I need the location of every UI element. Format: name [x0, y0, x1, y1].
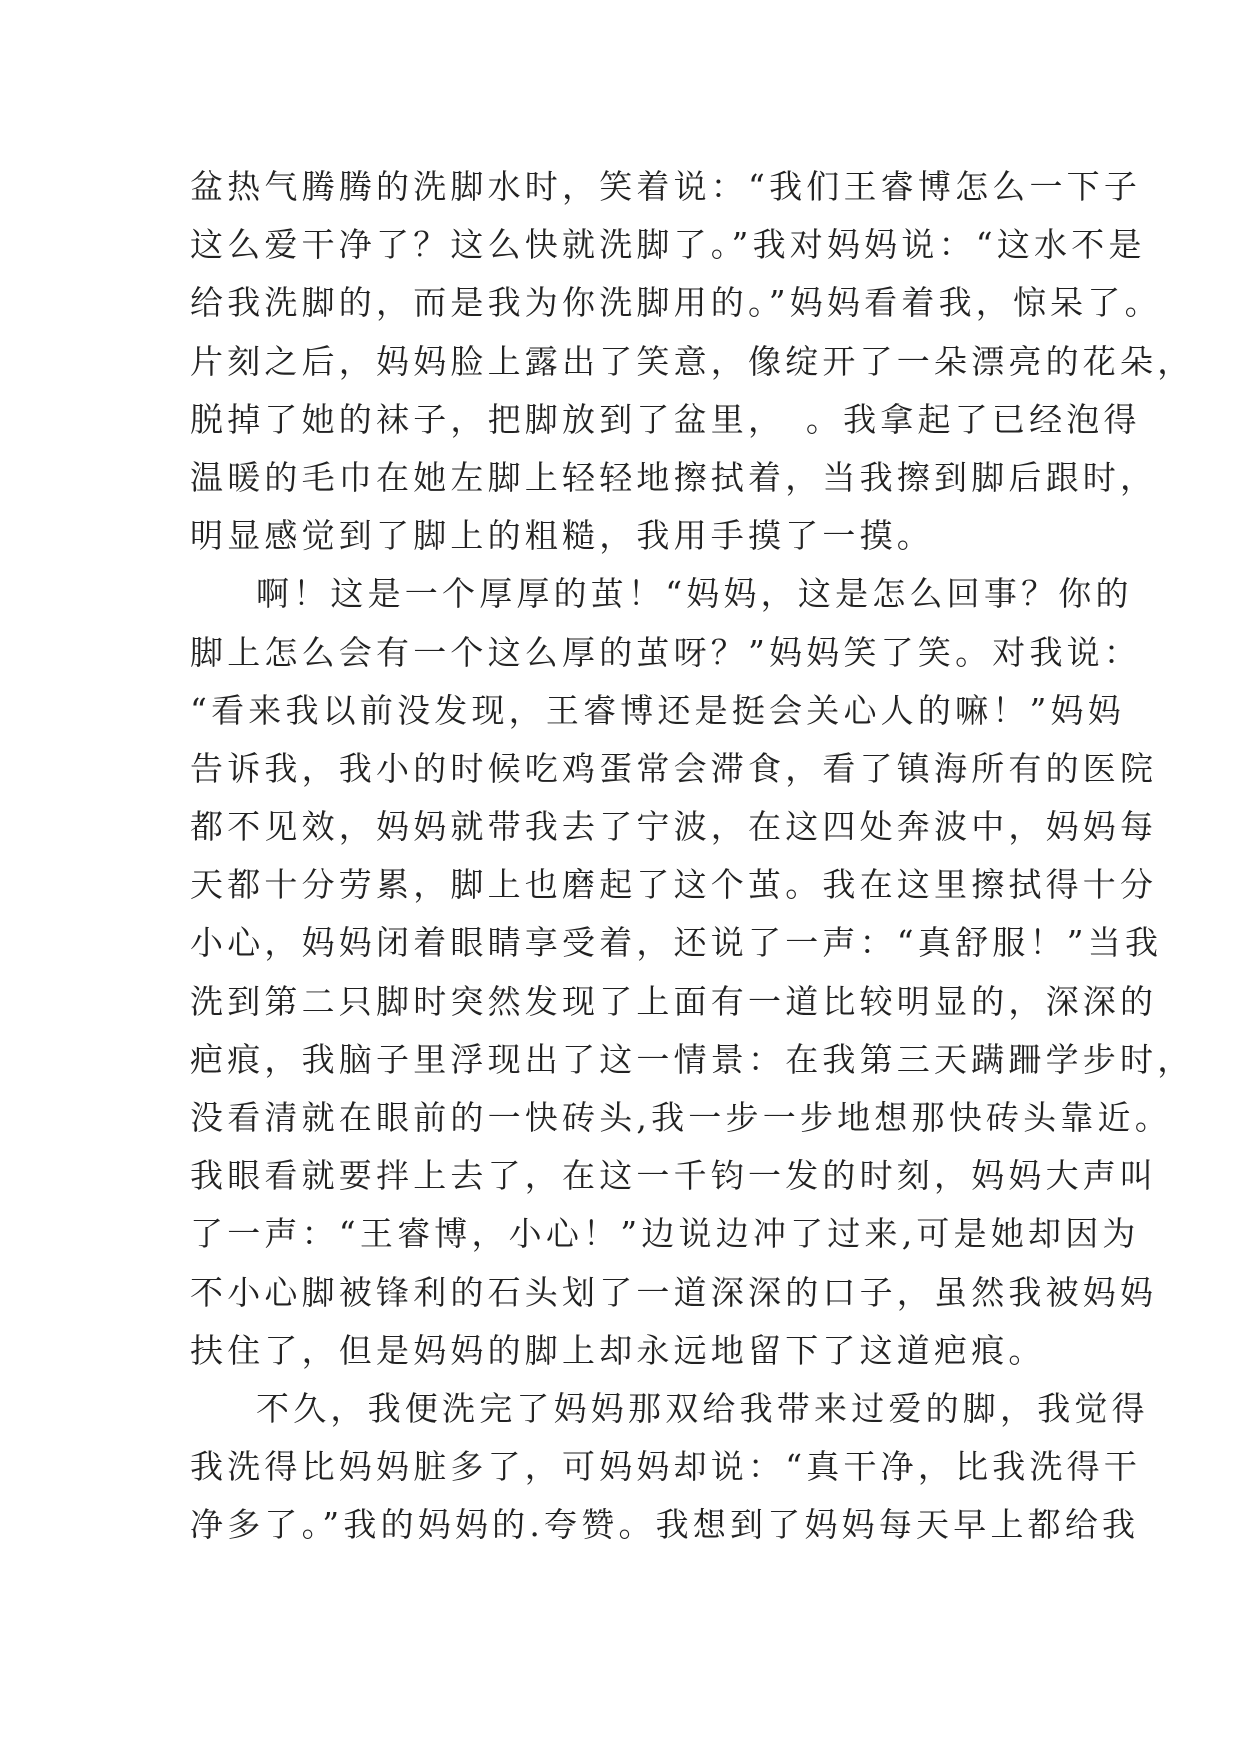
text-line: 都不见效，妈妈就带我去了宁波，在这四处奔波中，妈妈每	[190, 807, 1158, 847]
text-line: 片刻之后，妈妈脸上露出了笑意，像绽开了一朵漂亮的花朵，	[190, 341, 1195, 381]
text-line: 天都十分劳累，脚上也磨起了这个茧。我在这里擦拭得十分	[190, 865, 1158, 905]
text-line: 脚上怎么会有一个这么厚的茧呀？”妈妈笑了笑。对我说：	[190, 632, 1142, 672]
paragraph-start-line: 啊！这是一个厚厚的茧！“妈妈，这是怎么回事？你的	[256, 574, 1133, 614]
text-line: 告诉我，我小的时候吃鸡蛋常会滞食，看了镇海所有的医院	[190, 748, 1158, 788]
text-line: 疤痕，我脑子里浮现出了这一情景：在我第三天蹒跚学步时，	[190, 1039, 1195, 1079]
text-line: 洗到第二只脚时突然发现了上面有一道比较明显的，深深的	[190, 981, 1158, 1021]
text-line: 温暖的毛巾在她左脚上轻轻地擦拭着，当我擦到脚后跟时，	[190, 457, 1158, 497]
text-line: 不小心脚被锋利的石头划了一道深深的口子，虽然我被妈妈	[190, 1272, 1158, 1312]
body-text	[190, 158, 1195, 1555]
text-line: 净多了。”我的妈妈的.夸赞。我想到了妈妈每天早上都给我	[190, 1505, 1140, 1545]
text-line: 扶住了，但是妈妈的脚上却永远地留下了这道疤痕。	[190, 1330, 1046, 1370]
text-line: 给我洗脚的，而是我为你洗脚用的。”妈妈看着我，惊呆了。	[190, 283, 1162, 323]
text-line: 盆热气腾腾的洗脚水时，笑着说：“我们王睿博怎么一下子	[190, 167, 1142, 206]
paragraph-start-line: 不久，我便洗完了妈妈那双给我带来过爱的脚，我觉得	[256, 1388, 1149, 1428]
text-line: 这么爱干净了？这么快就洗脚了。”我对妈妈说：“这水不是	[190, 225, 1146, 265]
text-line: 了一声：“王睿博，小心！”边说边冲了过来,可是她却因为	[190, 1214, 1140, 1254]
text-line: 我眼看就要拌上去了，在这一千钧一发的时刻，妈妈大声叫	[190, 1156, 1158, 1196]
text-line: 我洗得比妈妈脏多了，可妈妈却说：“真干净，比我洗得干	[190, 1447, 1142, 1487]
text-line: 脱掉了她的袜子，把脚放到了盆里， 。我拿起了已经泡得	[190, 399, 1141, 439]
text-line: 小心，妈妈闭着眼睛享受着，还说了一声：“真舒服！”当我	[190, 923, 1163, 963]
text-line: “看来我以前没发现，王睿博还是挺会关心人的嘛！”妈妈	[190, 690, 1125, 730]
text-line: 明显感觉到了脚上的粗糙，我用手摸了一摸。	[190, 516, 934, 556]
text-line: 没看清就在眼前的一快砖头,我一步一步地想那快砖头靠近。	[190, 1098, 1172, 1137]
